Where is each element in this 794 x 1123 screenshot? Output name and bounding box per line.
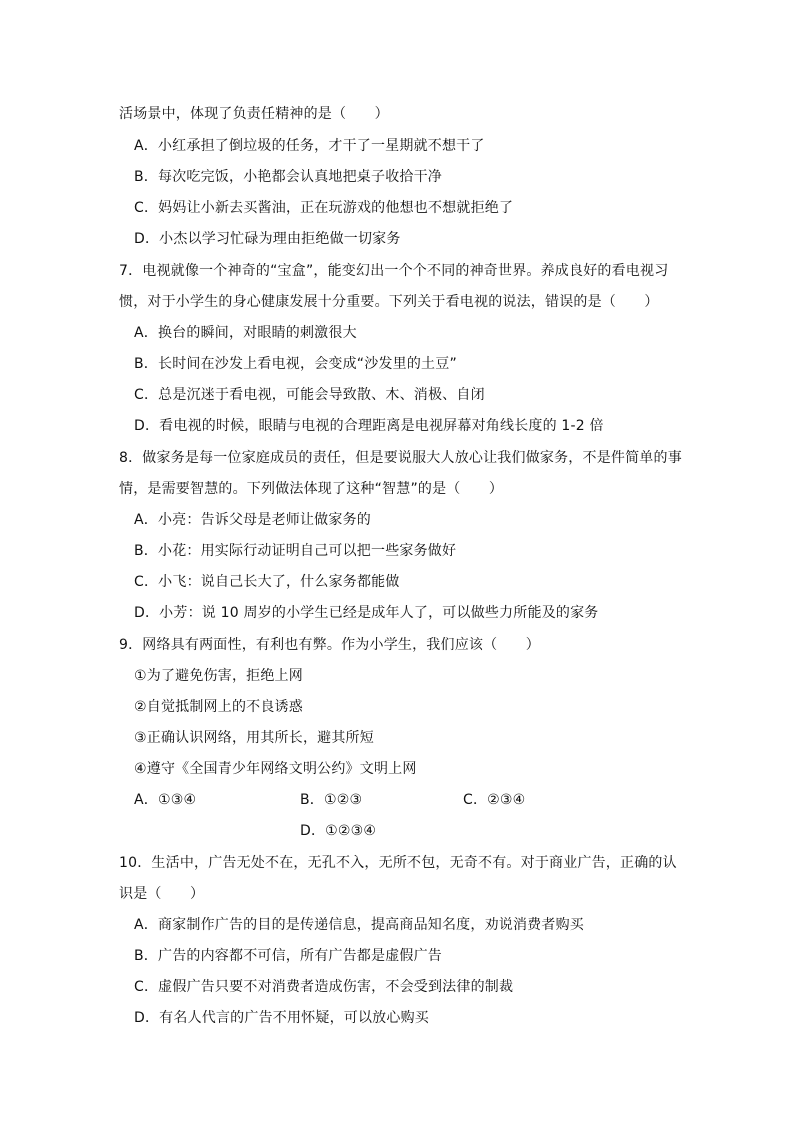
q10-option-a: A．商家制作广告的目的是传递信息，提高商品知名度，劝说消费者购买 (134, 917, 584, 933)
q9-option-a: A．①③④ (134, 792, 197, 808)
q9-item-1: ①为了避免伤害，拒绝上网 (134, 668, 303, 684)
q7-stem-line1: 7．电视就像一个神奇的“宝盒”，能变幻出一个个不同的神奇世界。养成良好的看电视习 (119, 263, 669, 279)
q6-stem: 活场景中，体现了负责任精神的是（ ） (119, 106, 389, 122)
q9-item-4: ④遵守《全国青少年网络文明公约》文明上网 (134, 761, 417, 777)
q10-stem-line1: 10．生活中，广告无处不在，无孔不入，无所不包，无奇不有。对于商业广告，正确的认 (119, 855, 677, 871)
q8-option-c: C．小飞：说自己长大了，什么家务都能做 (134, 574, 400, 590)
q9-item-2: ②自觉抵制网上的不良诱惑 (134, 699, 303, 715)
q7-option-b: B．长时间在沙发上看电视，会变成“沙发里的土豆” (134, 356, 457, 372)
q8-option-d: D．小芳：说 10 周岁的小学生已经是成年人了，可以做些力所能及的家务 (134, 605, 599, 621)
q8-option-b: B．小花：用实际行动证明自己可以把一些家务做好 (134, 543, 457, 559)
q7-option-a: A．换台的瞬间，对眼睛的刺激很大 (134, 325, 357, 341)
q9-option-b: B．①②③ (300, 792, 363, 808)
q8-option-a: A．小亮：告诉父母是老师让做家务的 (134, 512, 371, 528)
q7-option-d: D．看电视的时候，眼睛与电视的合理距离是电视屏幕对角线长度的 1-2 倍 (134, 418, 604, 434)
q7-stem-line2: 惯，对于小学生的身心健康发展十分重要。下列关于看电视的说法，错误的是（ ） (119, 294, 659, 310)
q8-stem-line1: 8．做家务是每一位家庭成员的责任，但是要说服大人放心让我们做家务，不是件简单的事 (119, 450, 682, 466)
q9-item-3: ③正确认识网络，用其所长，避其所短 (134, 730, 374, 746)
q6-option-b: B．每次吃完饭，小艳都会认真地把桌子收拾干净 (134, 169, 443, 185)
q10-option-c: C．虚假广告只要不对消费者造成伤害，不会受到法律的制裁 (134, 979, 514, 995)
q6-option-c: C．妈妈让小新去买酱油，正在玩游戏的他想也不想就拒绝了 (134, 200, 514, 216)
q9-option-c: C．②③④ (463, 792, 526, 808)
q6-option-d: D．小杰以学习忙碌为理由拒绝做一切家务 (134, 231, 401, 247)
q6-option-a: A．小红承担了倒垃圾的任务，才干了一星期就不想干了 (134, 138, 485, 154)
q10-stem-line2: 识是（ ） (119, 886, 205, 902)
q9-stem: 9．网络具有两面性，有利也有弊。作为小学生，我们应该（ ） (119, 637, 540, 653)
q7-option-c: C．总是沉迷于看电视，可能会导致散、木、消极、自闭 (134, 387, 485, 403)
q9-option-d: D．①②③④ (300, 823, 377, 839)
q10-option-b: B．广告的内容都不可信，所有广告都是虚假广告 (134, 948, 443, 964)
q8-stem-line2: 情，是需要智慧的。下列做法体现了这种“智慧”的是（ ） (119, 481, 504, 497)
q10-option-d: D．有名人代言的广告不用怀疑，可以放心购买 (134, 1010, 429, 1026)
